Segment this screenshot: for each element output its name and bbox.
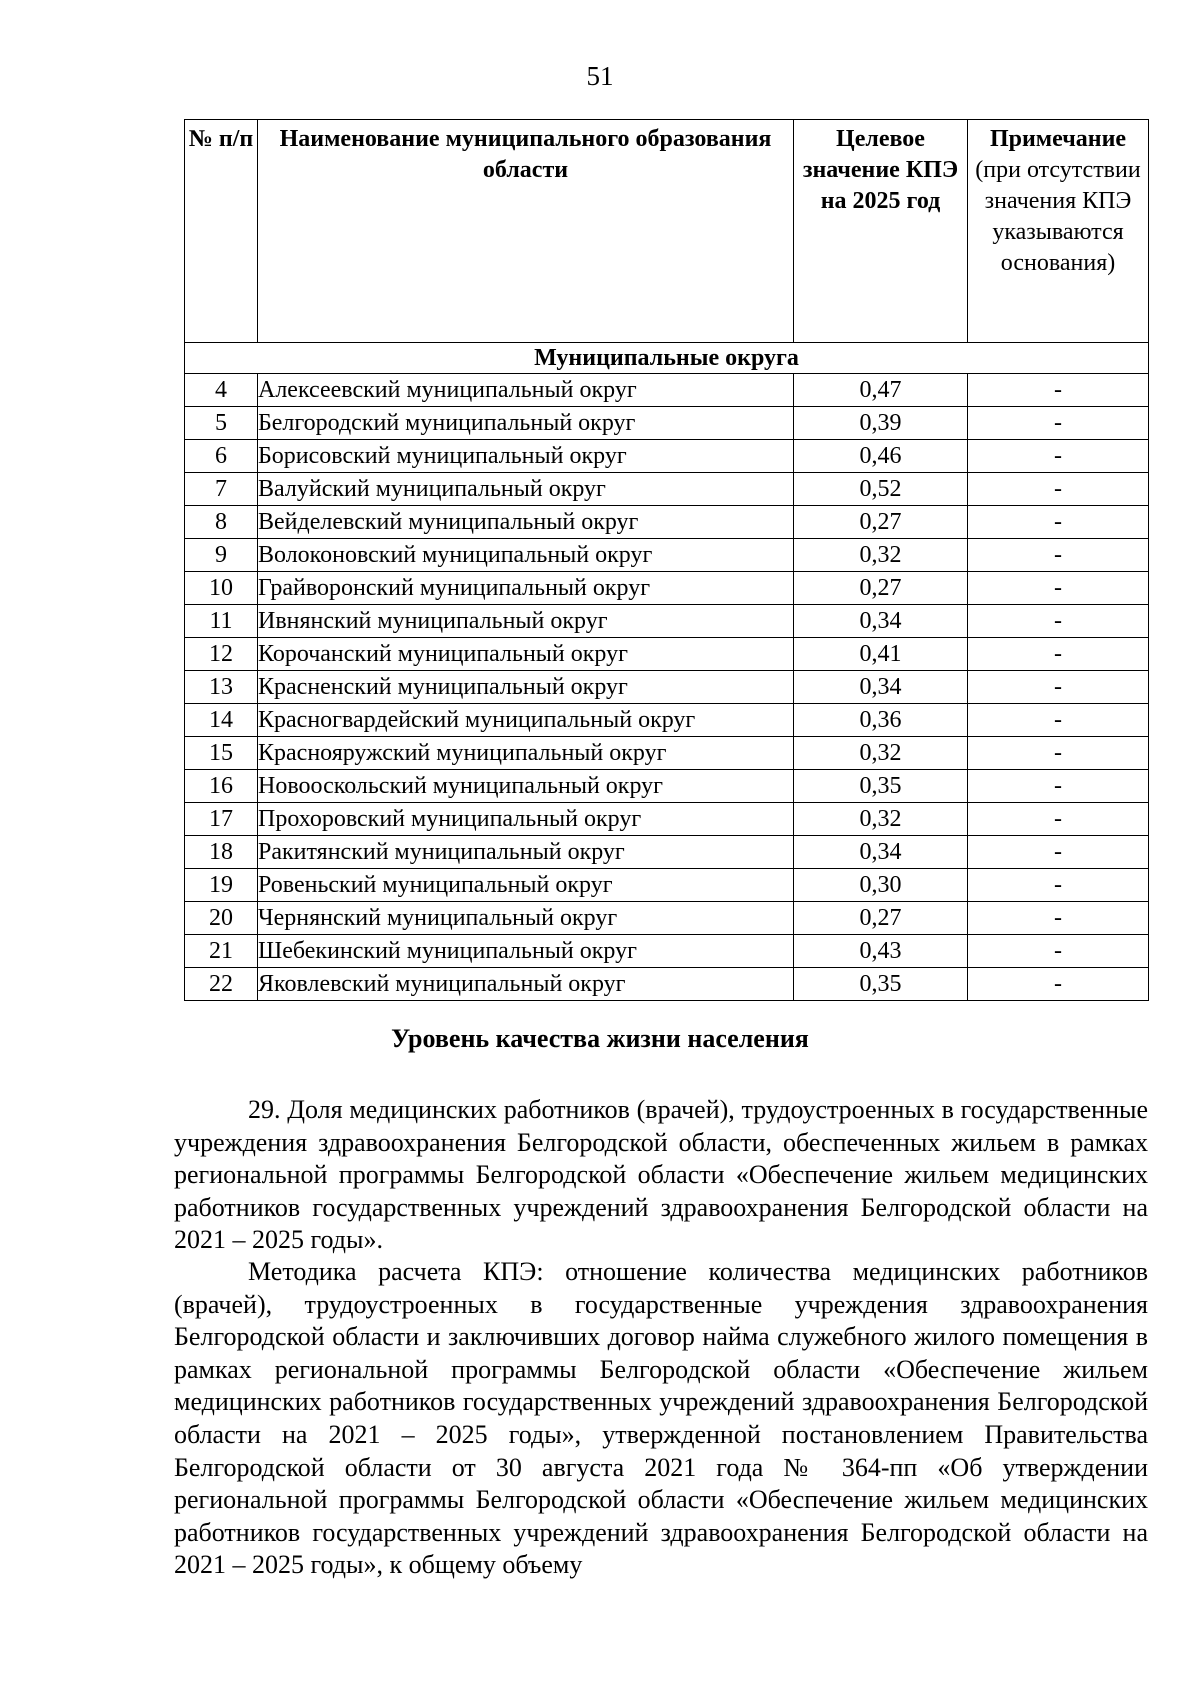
row-value: 0,32 xyxy=(794,737,968,770)
row-value: 0,39 xyxy=(794,407,968,440)
row-note: - xyxy=(968,836,1149,869)
row-value: 0,34 xyxy=(794,605,968,638)
row-note: - xyxy=(968,407,1149,440)
row-num: 16 xyxy=(185,770,258,803)
section-heading: Уровень качества жизни населения xyxy=(391,1024,809,1053)
row-num: 6 xyxy=(185,440,258,473)
row-name: Алексеевский муниципальный округ xyxy=(258,374,794,407)
row-note: - xyxy=(968,374,1149,407)
row-note: - xyxy=(968,671,1149,704)
table-row xyxy=(185,605,1149,638)
row-value: 0,30 xyxy=(794,869,968,902)
row-name: Шебекинский муниципальный округ xyxy=(258,935,794,968)
paragraph-text: 29. Доля медицинских работников (врачей), трудоустроенных в государственные учреждения здравоохранения Белгородской области, обеспеченных жильем в рамках региональной программы Белгородской области «Обеспечение жильем медицинских работников государственных учреждений здравоохранения Белгородской области на 2021 – 2025 годы». xyxy=(174,1095,1148,1255)
row-note: - xyxy=(968,902,1149,935)
row-note: - xyxy=(968,506,1149,539)
row-value: 0,52 xyxy=(794,473,968,506)
table-row xyxy=(185,737,1149,770)
table-row xyxy=(185,440,1149,473)
table-row xyxy=(185,869,1149,902)
row-note: - xyxy=(968,572,1149,605)
table-row xyxy=(185,902,1149,935)
row-note: - xyxy=(968,539,1149,572)
header-note-title: Примечание xyxy=(989,126,1127,152)
header-note-text: (при отсутствии значения КПЭ указываются основания) xyxy=(975,157,1141,276)
kpe-table xyxy=(184,119,1149,1001)
row-value: 0,27 xyxy=(794,506,968,539)
table-row xyxy=(185,671,1149,704)
row-name: Ивнянский муниципальный округ xyxy=(258,605,794,638)
row-name: Красненский муниципальный округ xyxy=(258,671,794,704)
row-value: 0,27 xyxy=(794,572,968,605)
row-name: Белгородский муниципальный округ xyxy=(258,407,794,440)
row-note: - xyxy=(968,770,1149,803)
table-row xyxy=(185,473,1149,506)
row-num: 14 xyxy=(185,704,258,737)
paragraph-methodology xyxy=(174,1256,1148,1582)
row-value: 0,47 xyxy=(794,374,968,407)
row-num: 20 xyxy=(185,902,258,935)
table-row xyxy=(185,770,1149,803)
row-value: 0,32 xyxy=(794,803,968,836)
row-num: 9 xyxy=(185,539,258,572)
row-value: 0,35 xyxy=(794,968,968,1001)
table-header-row xyxy=(185,120,1149,343)
row-num: 17 xyxy=(185,803,258,836)
row-num: 8 xyxy=(185,506,258,539)
row-note: - xyxy=(968,968,1149,1001)
table-row xyxy=(185,407,1149,440)
table-row xyxy=(185,968,1149,1001)
row-value: 0,36 xyxy=(794,704,968,737)
table-row xyxy=(185,803,1149,836)
group-row xyxy=(185,343,1149,374)
row-num: 22 xyxy=(185,968,258,1001)
table-row xyxy=(185,374,1149,407)
row-note: - xyxy=(968,803,1149,836)
row-name: Ракитянский муниципальный округ xyxy=(258,836,794,869)
row-value: 0,32 xyxy=(794,539,968,572)
row-num: 4 xyxy=(185,374,258,407)
row-note: - xyxy=(968,605,1149,638)
table-row xyxy=(185,836,1149,869)
row-num: 5 xyxy=(185,407,258,440)
row-num: 7 xyxy=(185,473,258,506)
row-name: Прохоровский муниципальный округ xyxy=(258,803,794,836)
row-name: Новооскольский муниципальный округ xyxy=(258,770,794,803)
header-num: № п/п xyxy=(185,120,258,343)
row-num: 18 xyxy=(185,836,258,869)
row-num: 13 xyxy=(185,671,258,704)
row-value: 0,27 xyxy=(794,902,968,935)
table-row xyxy=(185,572,1149,605)
table-row xyxy=(185,704,1149,737)
row-value: 0,43 xyxy=(794,935,968,968)
header-name: Наименование муниципального образования области xyxy=(258,120,794,343)
row-num: 19 xyxy=(185,869,258,902)
row-name: Вейделевский муниципальный округ xyxy=(258,506,794,539)
row-note: - xyxy=(968,440,1149,473)
row-value: 0,34 xyxy=(794,671,968,704)
row-note: - xyxy=(968,638,1149,671)
row-name: Грайворонский муниципальный округ xyxy=(258,572,794,605)
paragraph-text: Методика расчета КПЭ: отношение количества медицинских работников (врачей), трудоустроенных в государственные учреждения здравоохранения Белгородской области и заключивших договор найма служебного жилого помещения в рамках региональной программы Белгородской области «Обеспечение жильем медицинских работников государственных учреждений здравоохранения Белгородской области на 2021 – 2025 годы», утвержденной постановлением Правительства Белгородской области от 30 августа 2021 года № 364-пп «Об утверждении региональной программы Белгородской области «Обеспечение жильем медицинских работников государственных учреждений здравоохранения Белгородской области на 2021 – 2025 годы», к общему объему xyxy=(174,1257,1148,1580)
row-note: - xyxy=(968,473,1149,506)
row-value: 0,35 xyxy=(794,770,968,803)
row-name: Чернянский муниципальный округ xyxy=(258,902,794,935)
row-note: - xyxy=(968,737,1149,770)
page-number: 51 xyxy=(586,61,614,91)
row-num: 11 xyxy=(185,605,258,638)
row-num: 12 xyxy=(185,638,258,671)
row-value: 0,41 xyxy=(794,638,968,671)
group-label: Муниципальные округа xyxy=(185,343,1149,374)
row-num: 21 xyxy=(185,935,258,968)
row-name: Краснояружский муниципальный округ xyxy=(258,737,794,770)
row-note: - xyxy=(968,869,1149,902)
row-name: Яковлевский муниципальный округ xyxy=(258,968,794,1001)
paragraph-29 xyxy=(174,1094,1148,1257)
header-note xyxy=(968,120,1149,343)
row-value: 0,34 xyxy=(794,836,968,869)
row-name: Волоконовский муниципальный округ xyxy=(258,539,794,572)
row-name: Ровеньский муниципальный округ xyxy=(258,869,794,902)
row-note: - xyxy=(968,704,1149,737)
row-note: - xyxy=(968,935,1149,968)
table-row xyxy=(185,935,1149,968)
row-name: Корочанский муниципальный округ xyxy=(258,638,794,671)
row-num: 15 xyxy=(185,737,258,770)
header-value: Целевое значение КПЭ на 2025 год xyxy=(794,120,968,343)
row-name: Валуйский муниципальный округ xyxy=(258,473,794,506)
table-row xyxy=(185,506,1149,539)
row-num: 10 xyxy=(185,572,258,605)
table-row xyxy=(185,539,1149,572)
row-name: Борисовский муниципальный округ xyxy=(258,440,794,473)
table-row xyxy=(185,638,1149,671)
row-value: 0,46 xyxy=(794,440,968,473)
row-name: Красногвардейский муниципальный округ xyxy=(258,704,794,737)
